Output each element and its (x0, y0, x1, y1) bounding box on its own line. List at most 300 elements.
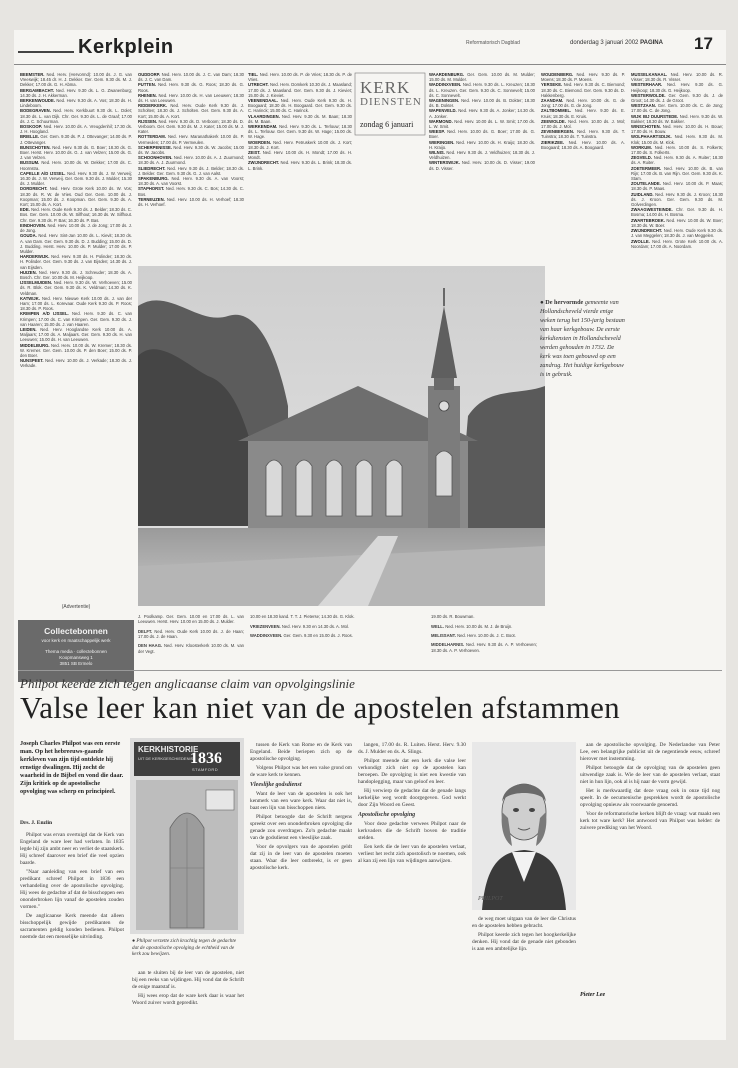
listing-entry (541, 82, 625, 98)
listing-entry (541, 98, 625, 108)
listing-place: WESTERWOLDE. (631, 92, 669, 98)
listing-text: Ned. Herv. 9.30 ds. J. Kroon; 18.30 ds. J. Kroon. Ger. Gem. 9.30 ds. M. Golverdingen. (631, 191, 723, 208)
article-paragraph: Philpot meende dat een kerk die valse leer verkondigt zich niet op de apostelen kan beroepen. De opvolging is niet een kwestie van handoplegging, maar van geloof en leer. (358, 758, 466, 785)
listing-place: MELISSANT. (431, 632, 458, 638)
listing-place: ZOUTELANDE. (631, 181, 663, 187)
listing-entry (631, 166, 723, 182)
listing-text: Ned. Herv. 10.00 ds. H. Verhoef; 18.30 ds. H. Verhoef. (138, 196, 244, 208)
advert-subtitle: voor kerk en maatschappelijk werk (41, 638, 111, 643)
listing-place: WEESP. (429, 129, 448, 135)
listing-place: MUSSELKANAAL. (631, 72, 671, 77)
listing-entry (20, 72, 132, 88)
listing-text: Ned. Herv. 9.30 ds. W. Jacobs; 15.00 ds. W. Jacobs. (138, 144, 244, 156)
listing-text: Ned. Herv. 9.30 ds. G. Roos; 18.30 ds. G. Roos. (138, 82, 244, 93)
listing-text: Ned. Herv. 10.00 ds. W. Dekker; 17.00 ds. C. Hoornstra. (20, 160, 132, 171)
listing-entry (20, 270, 132, 280)
kerkdiensten-date: zondag 6 januari (360, 120, 414, 129)
listing-place: CAPELLE A/D IJSSEL. (20, 170, 68, 176)
listing-entry (248, 140, 352, 150)
article-column-3-text-b (358, 821, 466, 865)
listing-text: Ned. Herv. 10.00 ds. P. de Vries; 18.30 ds. P. de Vries. (248, 72, 352, 83)
listing-place: ZUIDLAND. (631, 191, 656, 197)
listing-place: EDE. (20, 207, 32, 213)
listing-place: OUDDORP. (138, 72, 162, 77)
listing-entry (631, 239, 723, 249)
listing-entry (138, 82, 244, 92)
philpot-portrait (472, 742, 576, 910)
kerkhistorie-year: 1836 (190, 750, 222, 767)
advert-title: Collectebonnen (44, 626, 108, 636)
listing-text: Ned. Herv. 10.00 ds. S. Folkerts; 17.00 ds. S. Folkerts. (631, 144, 723, 156)
listing-place: SPAKENBURG. (138, 176, 172, 182)
listing-text: Ned. Herv. 9.30 ds. G. Heijkoop; 18.30 ds. G. Heijkoop. (631, 82, 723, 93)
listing-text: J. Poolkamp. Ger. Gem. 10.00 en 17.00 ds. L. van Leeuwen. Herst. Herv. 10.00 en 15.00 ds. J. Mulder. (138, 614, 244, 625)
listing-text: Ned. Herv. 9.30 ds. J. Belder; 18.30 ds. J. Belder. Ger. Gem. 9.30 ds. G. J. van Aalst. (138, 165, 244, 176)
listing-entry (20, 171, 132, 187)
listing-place: SLIEDRECHT. (138, 165, 168, 171)
article-column-2-text (250, 742, 352, 779)
listing-text: Ned. Herv. Oude Kerk 9.30 ds. J. Scholten; 18.30 ds. J. Scholten. Ger. Gem. 9.30 ds. A. Kort; 15.00 ds. A. Kort. (138, 103, 244, 119)
listing-place: VRIEZENVEEN. (250, 623, 282, 629)
listing-text: Ned. Herv. 9.30 ds. L. Terlouw; 18.30 ds. L. Terlouw. Ger. Gem. 9.30 ds. W. Hage; 15.00 ds. W. Hage. (248, 124, 352, 140)
article-byline: Drs. J. Enzlin (20, 820, 53, 826)
listing-place: ZWIJNDRECHT. (631, 228, 664, 234)
listing-place: HUIZEN. (20, 269, 39, 275)
listing-text: Ned. Herv. Oude Kerk 9.30 ds. J. van Meggelen; 18.30 ds. J. van Meggelen. (631, 228, 723, 239)
listing-text: Ned. Herv. 9.30 ds. A. Jonker; 14.30 ds. A. Jonker. (429, 108, 535, 119)
kerkhistorie-sub: UIT DE KERKGESCHIEDENIS (138, 756, 194, 761)
listing-text: Ned. Herv. Oude Kerk 10.00 ds. J. de Haan; 17.00 ds. J. de Haan. (138, 628, 244, 639)
listing-entry (138, 119, 244, 135)
listing-text: Ned. Herv. 10.00 ds. R. Visser; 18.30 ds. R. Visser. (631, 72, 723, 83)
listing-place: WELL. (431, 623, 446, 629)
paper-name: Reformatorisch Dagblad (466, 40, 520, 46)
listing-entry (429, 119, 535, 129)
listing-text: Ned. Herv. 10.00 ds. B. Dokter; 18.30 ds. B. Dokter. (429, 98, 535, 109)
listing-place: TERNEUZEN. (138, 196, 167, 202)
listing-place: WESTZAAN. (631, 103, 658, 109)
listing-place: WIJK BIJ DUURSTEDE. (631, 113, 680, 119)
article-paragraph: langen, 17.00 ds. R. Luiten. Herst. Herv. 9.30 ds. J. Mulder en ds. A. Slings. (358, 742, 466, 755)
listing-entry (631, 145, 723, 155)
article-paragraph: De anglicaanse Kerk meende dat alleen bisschoppelijk gewijde predikanten de sacramenten geldig konden bedienen. Philpot noemde dat een menselijke uitvinding. (20, 913, 124, 940)
listing-place: WADDINXVEEN. (429, 82, 463, 88)
listing-place: KRIMPEN A/D IJSSEL. (20, 311, 73, 317)
church-photo (138, 266, 545, 606)
listing-place: WAARDENBURG. (429, 72, 468, 77)
listing-text: Ned. Herv. 9.30 ds. J. Veldhuizen; 18.30 ds. J. Veldhuizen. (429, 150, 535, 161)
listing-text: Ned. Herv. 9.30 ds. A. P. Verhoeven; 18.30 ds. A. P. Verhoeven. (431, 642, 537, 653)
listing-place: BUNSCHOTEN. (20, 144, 53, 150)
article-paragraph: Een kerk die de leer van de apostelen verlaat, verliest het recht zich apostolisch te noemen, ook al kan zij een lijn van wijdingen aanwijzen. (358, 844, 466, 864)
listing-entry (138, 166, 244, 176)
issue-date: donderdag 3 januari 2002 PAGINA (570, 40, 663, 46)
church-illustration (138, 266, 545, 606)
listing-text: Ned. Herv. 9.30 ds. W. Verhoeven; 15.00 ds. R. Blok. Ger. Gem. 9.30 ds. K. Veldman; 14.30 ds. K. Veldman. (20, 280, 132, 296)
listing-entry (631, 72, 723, 82)
listing-text: Ned. Herv. 10.00 ds. W. Boer; 18.30 ds. W. Boer. (631, 217, 723, 228)
article-kicker: Philpot keerde zich tegen anglicaanse claim van opvolgingslinie (20, 676, 355, 691)
listing-entry (429, 98, 535, 108)
kerkhistorie-illustration (130, 738, 244, 934)
listing-below-photo-b (250, 610, 426, 666)
listing-text: Ned. Herv. 9.30 ds. C. Biemond; 18.30 ds. C. Biemond. Ger. Gem. 9.30 ds. D. Hakkenberg. (541, 82, 625, 98)
listing-entry (631, 103, 723, 113)
listing-place: ZEGVELD. (631, 155, 654, 161)
listing-place: RHENEN. (138, 92, 159, 98)
listing-entry (429, 108, 535, 118)
listing-text: Ned. Herv. 9.30 ds. W. Bakker; 18.30 ds. W. Bakker. (631, 113, 723, 124)
listing-entry (541, 108, 625, 118)
listing-place: WINTERSWIJK. (429, 160, 462, 166)
listing-text: Ned. Herv. 10.00 ds. M. J. de Bruijn. (445, 623, 513, 629)
article-paragraph: aan de apostolische opvolging. De Nederlandse van Peter Lee, een belangrijke publicist uit de negentiende eeuw, schreef hierover met instemming. (580, 742, 720, 762)
listing-entry (248, 82, 352, 98)
listing-entry (431, 614, 537, 619)
listing-place: BEEMSTER. (20, 72, 47, 77)
listing-place: WADDINXVEEN. (250, 632, 284, 638)
listing-place: ZEIST. (248, 150, 263, 156)
article-column-5 (580, 742, 720, 988)
kerkhistorie-box (130, 738, 244, 934)
advert-label: (Advertentie) (61, 604, 91, 610)
listing-place: IJSSELMUIDEN. (20, 280, 54, 286)
listing-place: WAGENINGEN. (429, 98, 462, 104)
listing-place: ZWOLLE. (631, 238, 653, 244)
listing-entry (138, 643, 244, 653)
kerkhistorie-label: KERKHISTORIE (138, 745, 199, 754)
listing-entry (541, 140, 625, 150)
article-paragraph: Philpot keerde zich tegen het hoogkerkelijke denken. Hij vond dat de genade niet gebonden is aan een ambtelijke lijn. (472, 932, 576, 952)
listing-entry (20, 207, 132, 223)
listing-place: ZAANDAM. (541, 98, 567, 104)
listing-entry (138, 155, 244, 165)
article-author: Pieter Lee (580, 992, 606, 998)
listing-place: HARDERWIJK. (20, 254, 52, 260)
listing-place: WOERDEN. (248, 139, 274, 145)
listing-text: Ned. Herv. 10.00 ds. P. Maas; 18.30 ds. P. Maas. (631, 181, 723, 192)
listing-entry (250, 633, 426, 638)
portrait-illustration (472, 742, 576, 910)
listing-text: Chr. Ger. 9.30 ds. H. Bosma; 14.00 ds. H. Bosma. (631, 207, 723, 218)
listing-place: VEENENDAAL. (248, 98, 281, 104)
article-paragraph: aan te sluiten bij de leer van de apostelen, niet bij een reeks van wijdingen. Hij vond dat de Schrift de enige maatstaf is. (132, 970, 244, 990)
listing-text: Ned. Herv. 10.00 ds. L. W. Smit; 17.00 ds. L. W. Smit. (429, 118, 535, 130)
section-heading-vleeslijk: Vleeslijke godsdienst (250, 782, 302, 788)
listing-text: Ned. Herv. 9.30 ds. G. Boer; 18.30 ds. G. Boer. Herst. Herv. 10.00 ds. G. J. van Velzen; 15.00 ds. G. J. van Velzen. (20, 144, 132, 161)
listing-place: RIJSSEN. (138, 118, 159, 124)
listing-text: Ned. Herv. 9.30 ds. A. Ruiter; 18.30 ds. A. Ruiter. (631, 155, 723, 166)
listing-text: Ned. Herv. 10.00 ds. J. Mol; 17.00 ds. J. Mol. (541, 118, 625, 130)
article-column-3-text (358, 742, 466, 809)
listing-below-photo-c (431, 610, 537, 666)
headline-rule (18, 670, 722, 671)
listing-text: Ger. Gem. 9.30 ds. P. J. Ottevanger; 14.00 ds. P. J. Ottevanger. (20, 134, 132, 145)
listing-entry (20, 134, 132, 144)
listing-text: Ned. Herv. 9.30 ds. L. Brink; 18.30 ds. L. Brink. (248, 160, 352, 171)
listing-entry (248, 124, 352, 140)
listing-entry (248, 160, 352, 170)
listing-place: ZWAAGWESTEINDE. (631, 207, 677, 213)
listing-entry (138, 614, 244, 624)
listing-entry (20, 280, 132, 296)
listing-entry (138, 93, 244, 103)
listing-entry (631, 228, 723, 238)
listing-entry (541, 119, 625, 129)
listing-text: Ned. Herv. 9.30 ds. M. Baan; 18.30 ds. M. Baan. (248, 113, 352, 124)
listing-place: YERSEKE. (541, 82, 564, 88)
listing-text: Ned. Herv. 9.30 en 14.30 ds. A. Mol. (281, 623, 350, 629)
listing-place: DORDRECHT. (20, 186, 50, 192)
listing-place: BODEGRAVEN. (20, 108, 54, 114)
listing-text: Ned. Herv. Petruskerk 10.00 ds. J. Kort; 18.30 ds. J. Kort. (248, 139, 352, 150)
listing-text: Ned. Herv. Sint-Jan 10.00 ds. L. Kievit; 18.30 ds. A. van Dam. Ger. Gem. 9.30 ds. D. J. Budding; 15.00 ds. D. J. Budding. Herst. Herv. 10.00 ds. P. Mulder; 17.00 ds. P. Mulder. (20, 233, 132, 254)
listing-place: ZWIJNDRECHT. (248, 160, 281, 166)
listing-entry (20, 296, 132, 312)
portrait-signature: PHILPOT (478, 896, 503, 902)
listing-entry (431, 624, 537, 629)
listing-entry (20, 160, 132, 170)
listing-place: WESTERHAAR. (631, 82, 667, 88)
listing-place: LEIDEN. (20, 326, 41, 332)
listing-place: WOLPHAARTSDIJK. (631, 134, 675, 140)
listing-text: Ned. Herv. (Hervormd): 10.00 ds. J. G. van Vreeswijk; 18.45 dr. H. J. Dekker. Ger. Gem. 9.30 ds. M. J. Dekker; 17.00 ds. G. H. Abma. (20, 72, 132, 88)
listing-entry (20, 108, 132, 124)
listing-entry (20, 358, 132, 368)
article-paragraph: Hij wees erop dat de ware kerk daar is waar het Woord zuiver wordt gepredikt. (132, 993, 244, 1006)
listing-column-6 (541, 72, 625, 330)
listing-text: 19.00 ds. R. Bouwman. (431, 614, 475, 620)
article-paragraph: Voor de opvolgers van de apostelen geldt dat zij in de leer van de apostelen moeten staan. Waar die leer ontbreekt, is er geen apostolische kerk. (250, 844, 352, 871)
listing-entry (541, 129, 625, 139)
listing-entry (541, 72, 625, 82)
listing-text: Ned. Herv. 9.30 ds. A. Vos; 18.30 ds. H. Lindeboom. (20, 98, 132, 109)
listing-text: Ned. Herv. 9.30 ds. L. Kreuzen; 18.30 ds. L. Kreuzen. Ger. Gem. 9.30 ds. C. Sonnevelt; 15.00 ds. C. Sonnevelt. (429, 82, 535, 98)
listing-entry (138, 197, 244, 207)
listing-text: Ned. Herv. Hooglandse Kerk 10.00 ds. A. Maljaars; 17.00 ds. A. Maljaars. Ger. Gem. 9.30 ds. H. van Leeuwen; 15.00 ds. H. van Leeuwen. (20, 326, 132, 343)
listing-text: 10.00 en 18.30 kand. T. T. J. Pieterse; 14.30 ds. G. Klok. (250, 614, 355, 620)
listing-text: Ned. Herv. 10.00 ds. H. Mondt; 17.00 ds. H. Mondt. (248, 150, 352, 161)
listing-place: WERKENDAM. (248, 124, 280, 130)
listing-entry (138, 186, 244, 196)
listing-entry (138, 629, 244, 639)
listing-text: Ned. Herv. 10.00 ds. A. Boogaard; 18.30 ds. A. Boogaard. (541, 139, 625, 150)
listing-place: SCHERPENISSE. (138, 144, 174, 150)
advert-address: Thema media · collectebonnen Koopmansweg 1 3851 SB Ermelo (45, 649, 107, 666)
listing-place: BOSKOOP. (20, 124, 44, 130)
listing-text: Ned. Herv. 10.00 ds. W. Kremer; 18.30 ds. W. Kremer. Ger. Gem. 10.00 ds. P. den Boer; 15.00 ds. P. den Boer. (20, 342, 132, 358)
article-paragraph: Philpot was ervan overtuigd dat de Kerk van Engeland de ware leer had verlaten. In 1835 legde hij zijn ambt neer en verliet de staatskerk. Hij schreef daarover een brief die veel opzien baarde. (20, 832, 124, 866)
listing-entry (250, 614, 426, 619)
listing-entry (20, 223, 132, 233)
listing-place: ZIERIKZEE. (541, 139, 569, 145)
listing-entry (248, 98, 352, 114)
article-paragraph: Hij verwierp de gedachte dat de genade langs kerkelijke weg wordt doorgegeven. God werkt door Zijn Woord en Geest. (358, 788, 466, 808)
listing-entry (631, 134, 723, 144)
article-intro: Joseph Charles Philpot was een eerste man. Op het hebreeuws-gaande kerkleven van zijn tijd ontdekte hij ernstige dwalingen. Hij zocht de waarheid in de Bijbel en vond die daar. Zijn kritiek op de apostolische opvolging was scherp en principieel. (20, 740, 124, 795)
listing-place: KATWIJK. (20, 295, 43, 301)
page-number: 17 (694, 34, 713, 53)
listing-text: Ned. Herv. Domkerk 10.30 ds. J. Maasland; 17.00 ds. J. Maasland. Ger. Gem. 9.30 ds. J. Kieviet; 15.00 ds. J. Kieviet. (248, 82, 352, 98)
listing-place: ZALTBOMMEL. (541, 108, 575, 114)
listing-text: Ned. Herv. Grote Kerk 10.00 ds. A. Noordam; 17.00 ds. A. Noordam. (631, 238, 723, 249)
listing-entry (429, 72, 535, 82)
listing-text: Ned. Herv. 10.00 ds. D. Visser; 19.00 ds. D. Visser. (429, 160, 535, 171)
listing-place: TIEL. (248, 72, 260, 77)
kerkdiensten-title: KERK DIENSTEN (360, 78, 422, 108)
listing-entry (631, 207, 723, 217)
listing-column-1 (20, 72, 132, 600)
article-paragraph: Philpot betoogde dat de opvolging van de apostelen geen uitwendige zaak is. Wie de leer van de apostelen verlaat, staat niet in hun lijn, ook al is hij naar de vorm gewijd. (580, 765, 720, 785)
kerkhistorie-body (132, 970, 244, 1038)
listing-text: Ned. Herv. 9.30 ds. J. W. Verweij; 16.30 ds. J. W. Verweij. Ger. Gem. 9.30 ds. J. Mulder; 15.30 ds. J. Mulder. (20, 170, 132, 187)
kerkdiensten-box (354, 72, 426, 136)
listing-entry (20, 327, 132, 343)
photo-caption: ● De hervormde gemeente van Hollandscheveld vierde enige weken terug het 150-jarig bestaan van haar kerkgebouw. De eerste kerkdiensten in Hollandscheveld werden gehouden in 1732. De kerk was toen gebouwd op een zandrug. Het huidige kerkgebouw is in gebruik. (540, 299, 625, 378)
article-column-2-text-b (250, 791, 352, 872)
listing-text: Ned. Herv. 10.00 ds. G. de Jong; 17.00 ds. G. de Jong. (541, 98, 625, 109)
listing-place: NUNSPEET. (20, 358, 46, 364)
listing-text: Ger. Gem. 10.00 ds. M. Mulder; 15.00 ds. M. Mulder. (429, 72, 535, 83)
listing-text: Ned. Herv. 10.00 ds. A. Vreugdenhil; 17.30 ds. J. H. Hoogland. (20, 124, 132, 135)
article-paragraph: Philpot betoogde dat de Schrift nergens spreekt over een ononderbroken opvolging die genade zou overdragen. Zo'n gedachte maakt van de godsdienst een vleeslijke zaak. (250, 814, 352, 841)
listing-place: BERKENWOUDE. (20, 98, 57, 104)
masthead (14, 30, 726, 65)
listing-place: WILNIS. (429, 150, 447, 156)
listing-place: WORKUM. (631, 144, 655, 150)
listing-entry (248, 72, 352, 82)
listing-text: Ned. Herv. 9.30 ds. J. Schreuder; 18.30 ds. A. Bosch. Chr. Ger. 10.00 ds. M. Heijkoop. (20, 269, 132, 280)
collectebonnen-advert (18, 620, 134, 682)
article-paragraph: tussen de Kerk van Rome en de Kerk van Engeland. Beide beriepen zich op de apostolische opvolging. (250, 742, 352, 762)
listing-text: Ned. Herv. 9.30 ds. C. van Krimpen; 17.00 ds. C. van Krimpen. Ger. Gem. 9.30 ds. J. van Haaren; 15.00 ds. J. van Haaren. (20, 311, 132, 327)
listing-place: WIERINGEN. (429, 139, 457, 145)
listing-place: DEN HAAG. (138, 643, 164, 649)
masthead-rule (18, 51, 74, 53)
listing-place: GOUDA. (20, 233, 39, 239)
listing-place: STAPHORST. (138, 186, 166, 192)
listing-below-photo-a (138, 610, 244, 666)
listing-entry (20, 98, 132, 108)
listing-text: Ned. Herv. 9.30 ds. L. G. Zwanenburg; 14.30 ds. J. H. Akkerman. (20, 87, 132, 98)
listing-place: EINDHOVEN. (20, 222, 48, 228)
article-paragraph: Het is merkwaardig dat deze vraag ook in onze tijd nog speelt. In de oecumenische gesprekken wordt de apostolische opvolging opnieuw als voorwaarde genoemd. (580, 788, 720, 808)
listing-entry (631, 93, 723, 103)
listing-entry (631, 114, 723, 124)
listing-text: Ger. Gem. 9.30 en 15.00 ds. J. Roos. (283, 632, 353, 638)
listing-entry (20, 88, 132, 98)
listing-entry (20, 311, 132, 327)
newspaper-page (14, 30, 726, 1040)
article-column-2 (250, 742, 352, 1038)
listing-text: Ned. Herv. 10.00 ds. A. J. Zuurmond; 18.30 ds. A. J. Zuurmond. (138, 155, 244, 166)
article-paragraph: Voor deze gedachte verwees Philpot naar de kerkvaders die de Schrift boven de traditie stelden. (358, 821, 466, 841)
listing-entry (20, 145, 132, 161)
listing-entry (631, 82, 723, 92)
article-column-4 (472, 916, 576, 1038)
listing-entry (631, 181, 723, 191)
listing-entry (20, 233, 132, 254)
listing-text: Ned. Herv. 10.00 ds. J. Verkade; 18.30 ds. J. Verkade. (20, 358, 132, 369)
listing-entry (631, 218, 723, 228)
listing-entry (250, 624, 426, 629)
listing-place: DELFT. (138, 628, 155, 634)
listing-place: WINSCHOTEN. (631, 124, 663, 130)
listing-text: Ger. Gem. 10.00 ds. C. de Jong; 17.00 ds. C. de Jong. (631, 103, 723, 114)
listing-place: ZEVENBERGEN. (541, 129, 578, 135)
listing-entry (20, 254, 132, 270)
listing-entry (429, 82, 535, 98)
listing-entry (429, 160, 535, 170)
listing-entry (631, 192, 723, 208)
listing-text: Ned. Herv. 9.30 ds. T. Tuinstra; 18.30 ds. T. Tuinstra. (541, 129, 625, 140)
listing-entry (431, 633, 537, 638)
listing-entry (429, 150, 535, 160)
kerkhistorie-caption: ● Philpot verzette zich krachtig tegen de gedachte dat de apostolische opvolging de echtheid van de kerk zou bewijzen. (132, 938, 237, 958)
listing-entry (631, 124, 723, 134)
article-headline: Valse leer kan niet van de apostelen afstammen (20, 690, 620, 725)
listing-text: Ned. Herv. 10.00 ds. H. van Leeuwen; 18.30 ds. H. van Leeuwen. (138, 92, 244, 104)
listing-entry (138, 72, 244, 82)
listing-text: Ned. Herv. 10.00 ds. B. van Rijn; 17.00 ds. B. van Rijn. Ger. Gem. 9.30 ds. K. Stam. (631, 165, 723, 182)
listing-entry (138, 176, 244, 186)
listing-text: Ned. Herv. 9.30 ds. A. van Voorst; 18.30 ds. A. van Voorst. (138, 176, 244, 187)
article-paragraph: de weg moet uitgaan van de leer die Christus en de apostelen hebben gebracht. (472, 916, 576, 929)
listing-place: PUTTEN. (138, 82, 159, 88)
article-paragraph: "Naar aanleiding van een brief van een predikant schreef Philpot in 1836 een verhandeling over de apostolische opvolging. Hij wees de gedachte af dat de bisschoppen een ononderbroken lijn vanaf de apostelen zouden vormen." (20, 869, 124, 910)
article-column-1 (20, 832, 124, 1038)
listing-place: WARMOND. (429, 118, 455, 124)
listing-entry (429, 129, 535, 139)
listing-text: Ned. Herv. 9.30 ds. M. Klok; 15.00 ds. M. Klok. (631, 134, 723, 145)
listing-entry (431, 642, 537, 652)
listing-place: ZWARTEBROEK. (631, 217, 667, 223)
listing-column-7 (631, 72, 723, 612)
listing-text: Ned. Herv. 9.30 ds. E. Kruis; 18.30 ds. E. Kruis. (541, 108, 625, 119)
listing-place: VLAARDINGEN. (248, 113, 282, 119)
listing-entry (631, 155, 723, 165)
listing-text: Ned. Herv. Nieuwe Kerk 10.00 ds. J. van der Ham; 17.00 ds. L. Korevaar. Oude Kerk 9.30 ds. P. Roos; 18.30 ds. P. Roos. (20, 295, 132, 312)
listing-text: Ned. Herv. Grote Kerk 10.00 ds. W. Vos; 18.30 ds. R. W. de Vries. Oud Ger. Gem. 10.00 ds. J. Koopman; 15.00 ds. J. Koopman. Ger. Gem. 9.30 ds. A. Kort; 15.00 ds. A. Kort. (20, 186, 132, 208)
section-title: Kerkplein (78, 36, 174, 58)
listing-entry (20, 186, 132, 207)
listing-text: Ned. Herv. Maranathakerk 10.00 ds. P. Vermeulen; 17.00 ds. P. Vermeulen. (138, 134, 244, 145)
listing-place: UTRECHT. (248, 82, 271, 88)
listing-text: Ned. Herv. 10.00 ds. J. C. van Dam; 18.30 ds. J. C. van Dam. (138, 72, 244, 83)
listing-text: Ned. Herv. 9.30 ds. D. Verboom; 18.30 ds. D. Verboom. Ger. Gem. 9.30 ds. M. J. Kater; 15.00 ds. M. J. Kater. (138, 118, 244, 135)
listing-entry (20, 124, 132, 134)
listing-text: Ned. Herv. Kerkbuurt 9.30 ds. L. Dolet; 18.30 ds. L. van Dijk. Chr. Ger. 9.30 ds. L. de Graaf; 17.00 ds. J. C. Schuurman. (20, 108, 132, 124)
kerkhistorie-place: STAMFORD (192, 767, 219, 772)
listing-text: Ned. Herv. 10.00 ds. H. Kraijo; 18.30 ds. H. Kraijo. (429, 139, 535, 150)
listing-place: BRIELLE. (20, 134, 41, 140)
listing-entry (138, 103, 244, 119)
listing-text: Ned. Herv. 10.00 ds. G. Boer; 17.00 ds. G. Boer. (429, 129, 535, 140)
listing-place: ZOETERMEER. (631, 165, 664, 171)
listing-text: Ned. Herv. 9.30 ds. P. Moens; 18.30 ds. P. Moens. (541, 72, 625, 83)
listing-place: RIDDERKERK. (138, 103, 171, 109)
listing-entry (20, 343, 132, 359)
listing-text: Ned. Herv. 10.00 ds. H. Bouw; 17.00 ds. H. Bouw. (631, 124, 723, 135)
article-column-3 (358, 742, 466, 912)
listing-place: MIDDELHARNIS. (431, 642, 466, 648)
listing-text: Ned. Herv. Oude Kerk 9.30 ds. H. Boogaard; 18.30 ds. H. Boogaard. Ger. Gem. 9.30 ds. C. Harinck; 15.00 ds. C. Harinck. (248, 98, 352, 114)
listing-entry (138, 145, 244, 155)
listing-place: BUSSUM. (20, 160, 42, 166)
section-heading-apostolisch: Apostolische opvolging (358, 812, 416, 818)
listing-place: BERGAMBACHT. (20, 87, 56, 93)
listing-entry (138, 134, 244, 144)
